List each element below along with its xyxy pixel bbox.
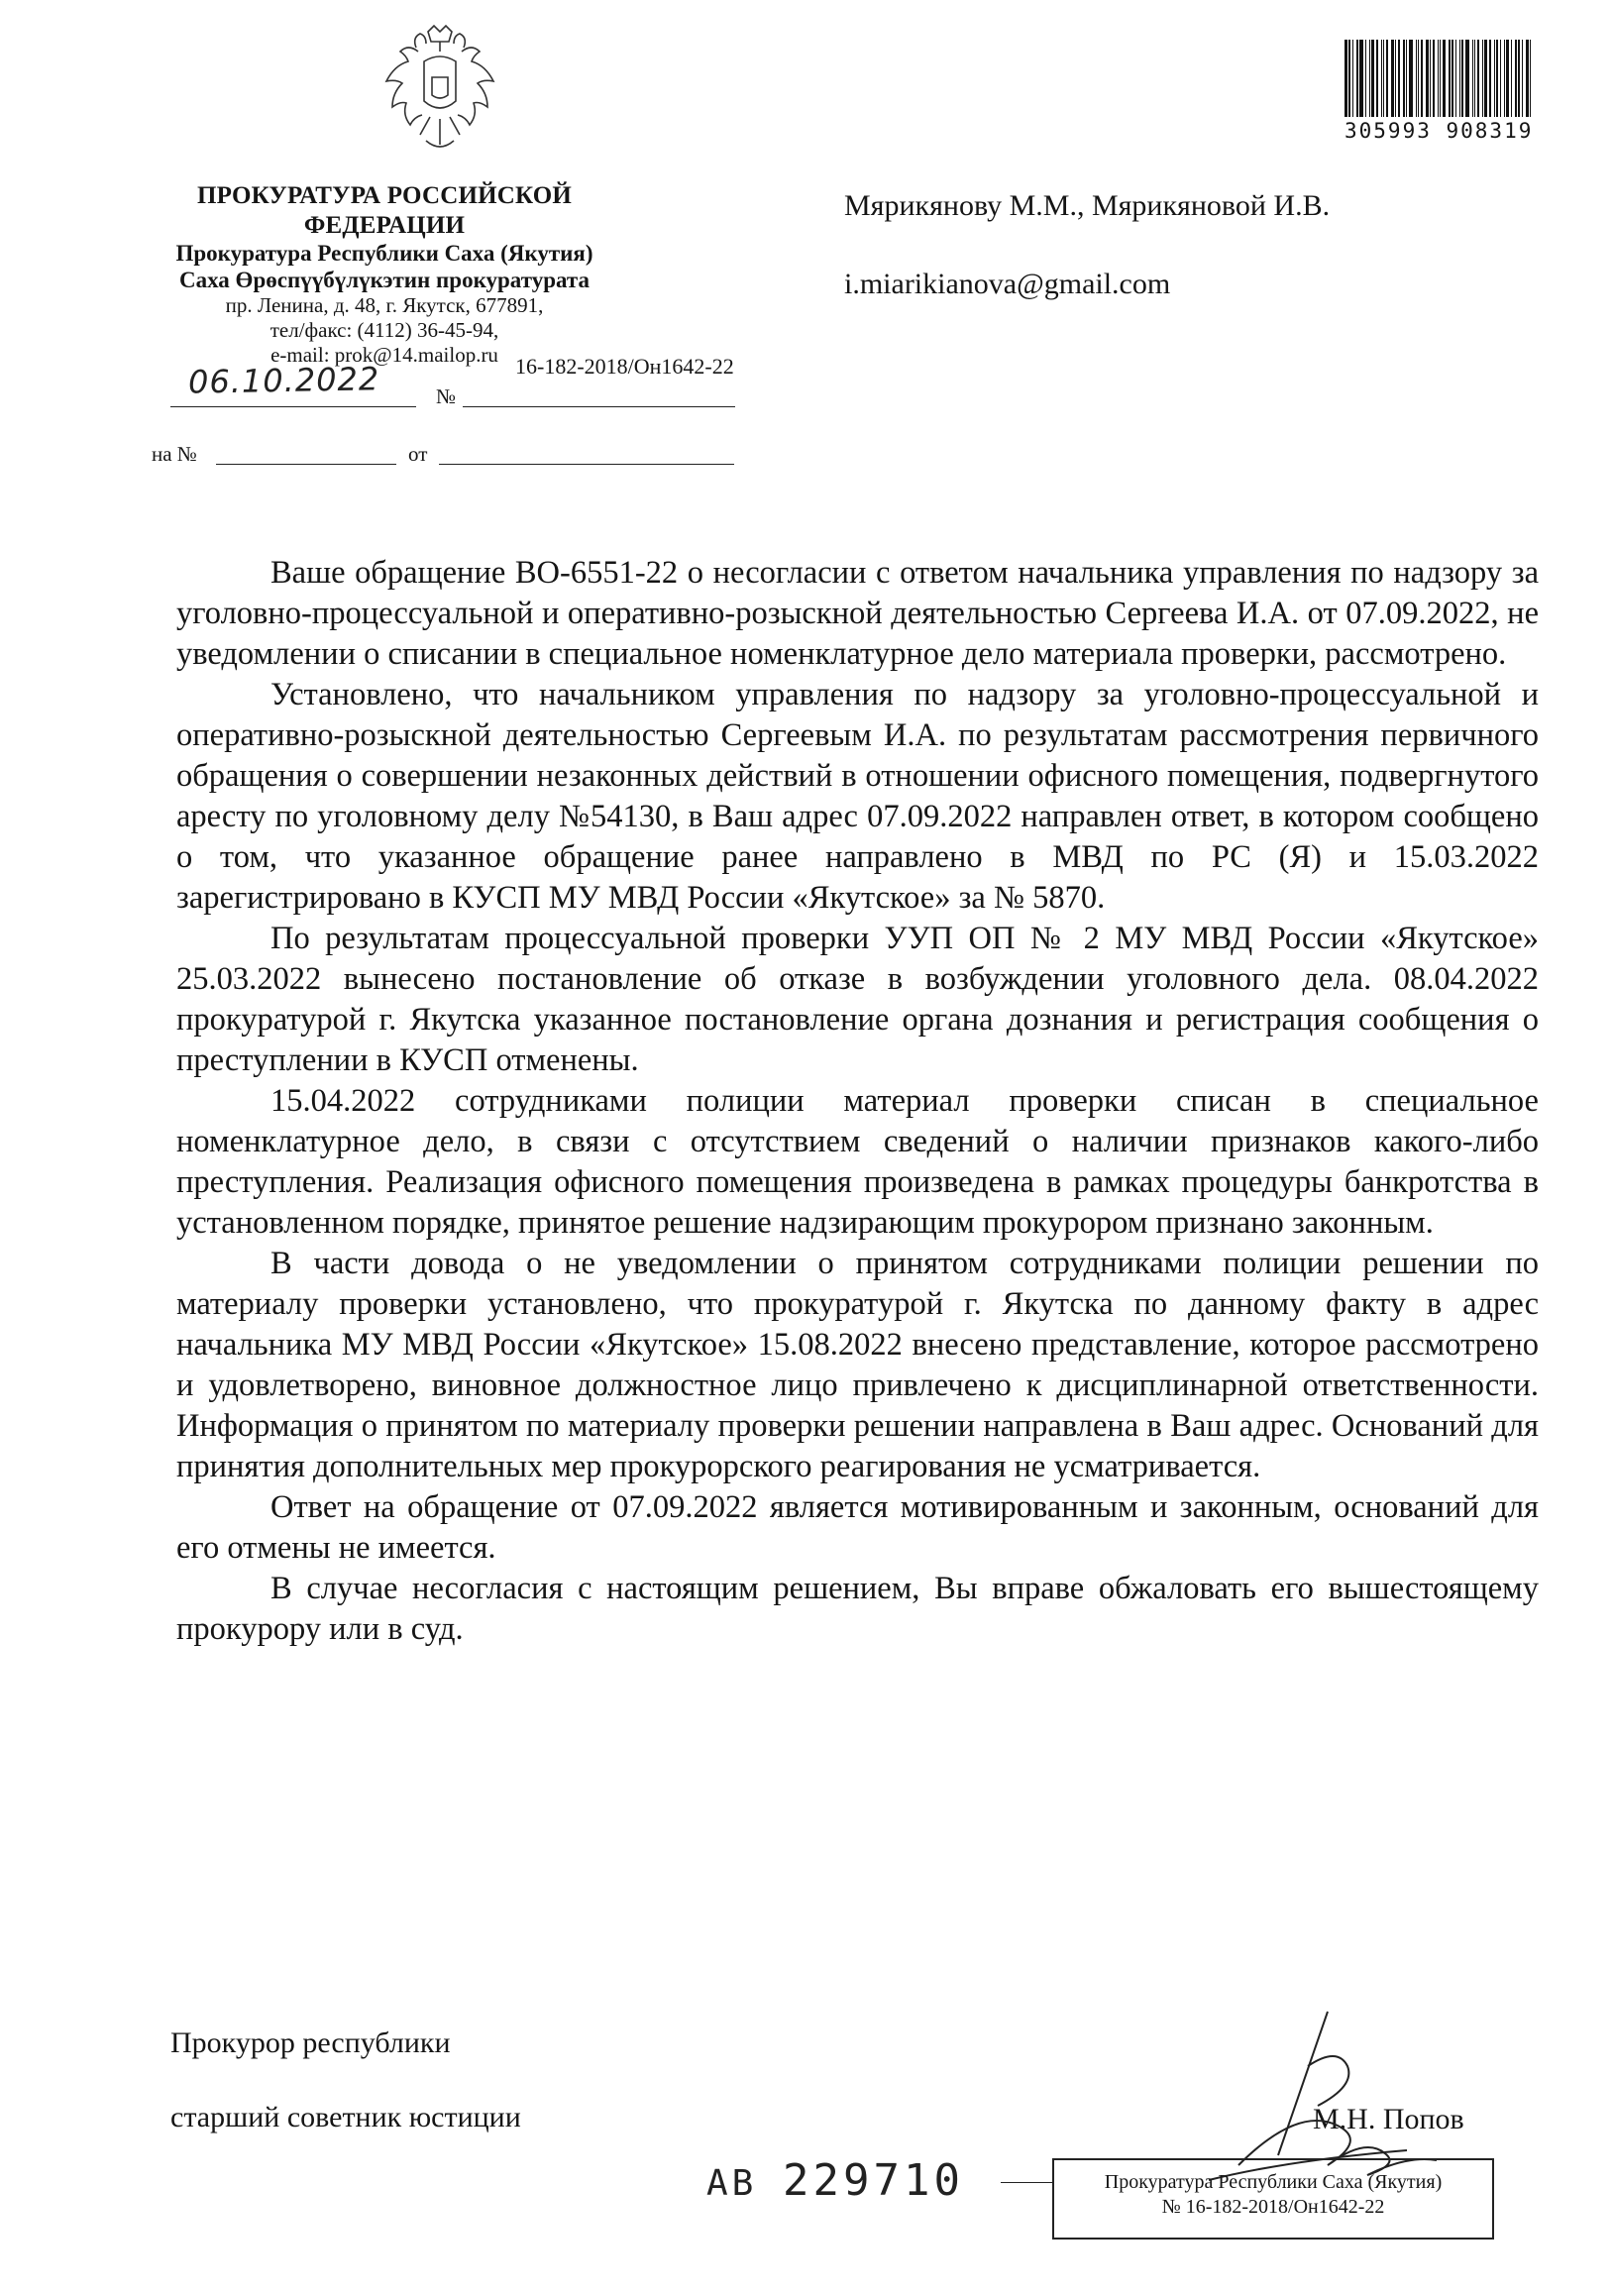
stamp-office: Прокуратура Республики Саха (Якутия) — [1104, 2171, 1443, 2193]
barcode-bar — [1452, 40, 1453, 117]
handwritten-date: 06.10.2022 — [187, 360, 380, 401]
number-label: № — [436, 384, 457, 408]
signer-rank: старший советник юстиции — [170, 2101, 521, 2133]
barcode-bar — [1482, 40, 1483, 117]
barcode-bar — [1433, 40, 1435, 117]
office-phone: тел/факс: (4112) 36-45-94, — [269, 318, 499, 343]
republic-office-name: Прокуратура Республики Саха (Якутия) — [175, 241, 593, 266]
barcode-bar — [1522, 40, 1523, 117]
barcode-bar — [1418, 40, 1419, 117]
barcode-bar — [1526, 40, 1529, 117]
stamp-number: № 16-182-2018/Он1642-22 — [1161, 2196, 1385, 2218]
barcode-bar — [1352, 40, 1353, 117]
barcode-bar — [1391, 40, 1394, 117]
coat-of-arms-emblem — [378, 22, 501, 163]
barcode-bar — [1426, 40, 1429, 117]
barcode-bar — [1504, 40, 1505, 117]
barcode-bar — [1484, 40, 1487, 117]
organization-name: ПРОКУРАТУРА РОССИЙСКОЙ ФЕДЕРАЦИИ — [196, 182, 573, 239]
barcode-bar — [1477, 40, 1479, 117]
barcode-bar — [1455, 40, 1456, 117]
barcode-bar — [1383, 40, 1384, 117]
barcode-bar — [1459, 40, 1460, 117]
office-address: пр. Ленина, д. 48, г. Якутск, 677891, — [225, 293, 544, 318]
body-paragraph: В части довода о не уведомлении о принятом сотрудниками полиции решении по материалу проверки установлено, что прокуратурой г. Якутска по данному факту в адрес начальника МУ МВД России «Якутское» 15.08.2022 внесено представление, которое рассмотрено и удовлетворено, виновное должностное лицо привлечено к дисциплинарной ответственности. Информация о принятом по материалу проверки решении направлена в Ваш адрес. Оснований для принятия дополнительных мер прокурорского реагирования не усматривается. — [176, 1246, 1539, 1484]
signer-position: Прокурор республики — [170, 2026, 451, 2059]
barcode-bar — [1518, 40, 1520, 117]
barcode-bar — [1359, 40, 1363, 117]
barcode-bar — [1461, 40, 1463, 117]
body-paragraph: В случае несогласия с настоящим решением, Вы вправе обжаловать его вышестоящему прокурору или в суд. — [176, 1571, 1539, 1647]
barcode-bar — [1403, 40, 1405, 117]
barcode-bar — [1344, 40, 1347, 117]
barcode-bar — [1369, 40, 1370, 117]
from-label: от — [408, 442, 428, 466]
barcode-bar — [1395, 40, 1396, 117]
barcode-bar — [1465, 40, 1469, 117]
barcode-bar — [1474, 40, 1475, 117]
barcode-bar — [1506, 40, 1509, 117]
barcode-bar — [1376, 40, 1378, 117]
barcode-bar — [1489, 40, 1491, 117]
barcode-bar — [1430, 40, 1431, 117]
barcode-bar — [1348, 40, 1350, 117]
form-serial-number: 229710 — [783, 2155, 964, 2206]
serial-dash — [1001, 2182, 1052, 2183]
registration-stamp — [1052, 2158, 1494, 2240]
body-paragraph: 15.04.2022 сотрудниками полиции материал проверки списан в специальное номенклатурное дело, в связи с отсутствием сведений о наличии признаков какого-либо преступления. Реализация офисного помещения произведена в рамках процедуры банкротства в установленном порядке, принятое решение надзирающим прокурором признано законным. — [176, 1083, 1539, 1241]
addressee-email: i.miarikianova@gmail.com — [844, 268, 1171, 300]
barcode-bar — [1443, 40, 1446, 117]
barcode-bar — [1371, 40, 1374, 117]
barcode-bar — [1530, 40, 1531, 117]
barcode-bar — [1511, 40, 1512, 117]
barcode-bar — [1472, 40, 1473, 117]
barcode-bar — [1398, 40, 1400, 117]
body-paragraph: Ответ на обращение от 07.09.2022 является мотивированным и законным, оснований для его отмены не имеется. — [176, 1489, 1539, 1566]
outgoing-doc-number: 16-182-2018/Он1642-22 — [515, 354, 734, 379]
letterhead — [137, 181, 632, 368]
in-reply-line — [216, 464, 396, 465]
barcode-bar — [1449, 40, 1451, 117]
barcode-bar — [1494, 40, 1495, 117]
barcode-bar — [1381, 40, 1382, 117]
office-email: e-mail: prok@14.mailop.ru — [270, 342, 498, 367]
addressee-names: Мярикянову М.М., Мярикяновой И.В. — [844, 189, 1331, 222]
barcode-bars — [1344, 40, 1580, 117]
barcode-bar — [1500, 40, 1501, 117]
barcode-bar — [1356, 40, 1358, 117]
barcode-bar — [1416, 40, 1417, 117]
barcode-bar — [1406, 40, 1407, 117]
in-reply-label: на № — [152, 442, 197, 466]
barcode-bar — [1440, 40, 1441, 117]
barcode-bar — [1438, 40, 1439, 117]
barcode-bar — [1421, 40, 1423, 117]
barcode-bar — [1386, 40, 1388, 117]
body-paragraph: Ваше обращение ВО-6551-22 о несогласии с ответом начальника управления по надзору за уголовно-процессуальной и оперативно-розыскной деятельностью Сергеева И.А. от 07.09.2022, не уведомлении о списании в специальное номенклатурное дело материала проверки, рассмотрено. — [176, 555, 1539, 672]
form-serial-series: АВ — [706, 2163, 758, 2204]
yakut-office-name: Саха Өрөспүүбүлүкэтин прокуратурата — [179, 268, 590, 293]
barcode — [1344, 40, 1580, 149]
from-line — [439, 464, 734, 465]
body-paragraph: По результатам процессуальной проверки УУП ОП № 2 МУ МВД России «Якутское» 25.03.2022 вынесено постановление об отказе в возбуждении уголовного дела. 08.04.2022 прокуратурой г. Якутска указанное постановление органа дознания и регистрация сообщения о преступлении в КУСП отменены. — [176, 921, 1539, 1078]
signer-name: М.Н. Попов — [1313, 2103, 1464, 2135]
number-line — [463, 406, 735, 407]
barcode-bar — [1496, 40, 1498, 117]
barcode-bar — [1409, 40, 1413, 117]
barcode-bar — [1515, 40, 1517, 117]
body-paragraph: Установлено, что начальником управления по надзору за уголовно-процессуальной и оперативно-розыскной деятельностью Сергеевым И.А. по результатам рассмотрения первичного обращения о совершении незаконных действий в отношении офисного помещения, подвергнутого аресту по уголовному делу №54130, в Ваш адрес 07.09.2022 направлен ответ, в котором сообщено о том, что указанное обращение ранее направлено в МВД по РС (Я) и 15.03.2022 зарегистрировано в КУСП МУ МВД России «Якутское» за № 5870. — [176, 677, 1539, 916]
date-line — [170, 406, 416, 407]
barcode-bar — [1365, 40, 1366, 117]
barcode-number: 305993 908319 — [1344, 119, 1534, 143]
form-serial — [706, 2155, 964, 2206]
letter-body — [176, 553, 1539, 1650]
